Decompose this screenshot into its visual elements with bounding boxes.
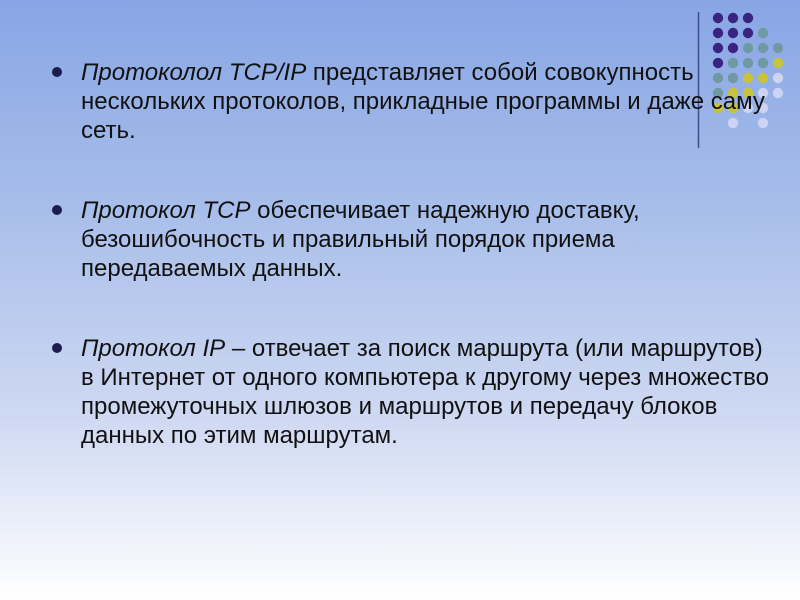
decorative-dot (713, 43, 723, 53)
bullet-lead: Протокол TCP (81, 197, 251, 224)
decorative-dot (713, 28, 723, 38)
bullet-lead: Протокол IP (81, 335, 226, 362)
decorative-dot (773, 43, 783, 53)
bullet-lead: Протоколол TCP/IP (81, 59, 307, 86)
decorative-dot (743, 43, 753, 53)
bullet-body: представляет собой совокупность нескольких протоколов, прикладные программы и даже саму сеть. (81, 59, 765, 144)
bullet-item-ip (48, 334, 778, 450)
decorative-dot (758, 43, 768, 53)
decorative-dot (728, 13, 738, 23)
decorative-dot (743, 13, 753, 23)
decorative-dot (728, 43, 738, 53)
bullet-text (81, 196, 778, 283)
decorative-dot (758, 28, 768, 38)
bullet-dot (52, 205, 62, 215)
bullet-body: – отвечает за поиск маршрута (или маршрутов) в Интернет от одного компьютера к другому через множество промежуточных шлюзов и маршрутов и передачу блоков данных по этим маршрутам. (81, 335, 769, 449)
decorative-dot (743, 28, 753, 38)
decorative-dot (728, 28, 738, 38)
bullet-list (48, 58, 778, 450)
bullet-item-tcp (48, 196, 778, 283)
bullet-item-tcpip (48, 58, 778, 145)
bullet-dot (52, 67, 62, 77)
bullet-text (81, 58, 778, 145)
bullet-text (81, 334, 778, 450)
decorative-dot (713, 13, 723, 23)
bullet-body: обеспечивает надежную доставку, безошибочность и правильный порядок приема передаваемых данных. (81, 197, 640, 282)
bullet-dot (52, 343, 62, 353)
